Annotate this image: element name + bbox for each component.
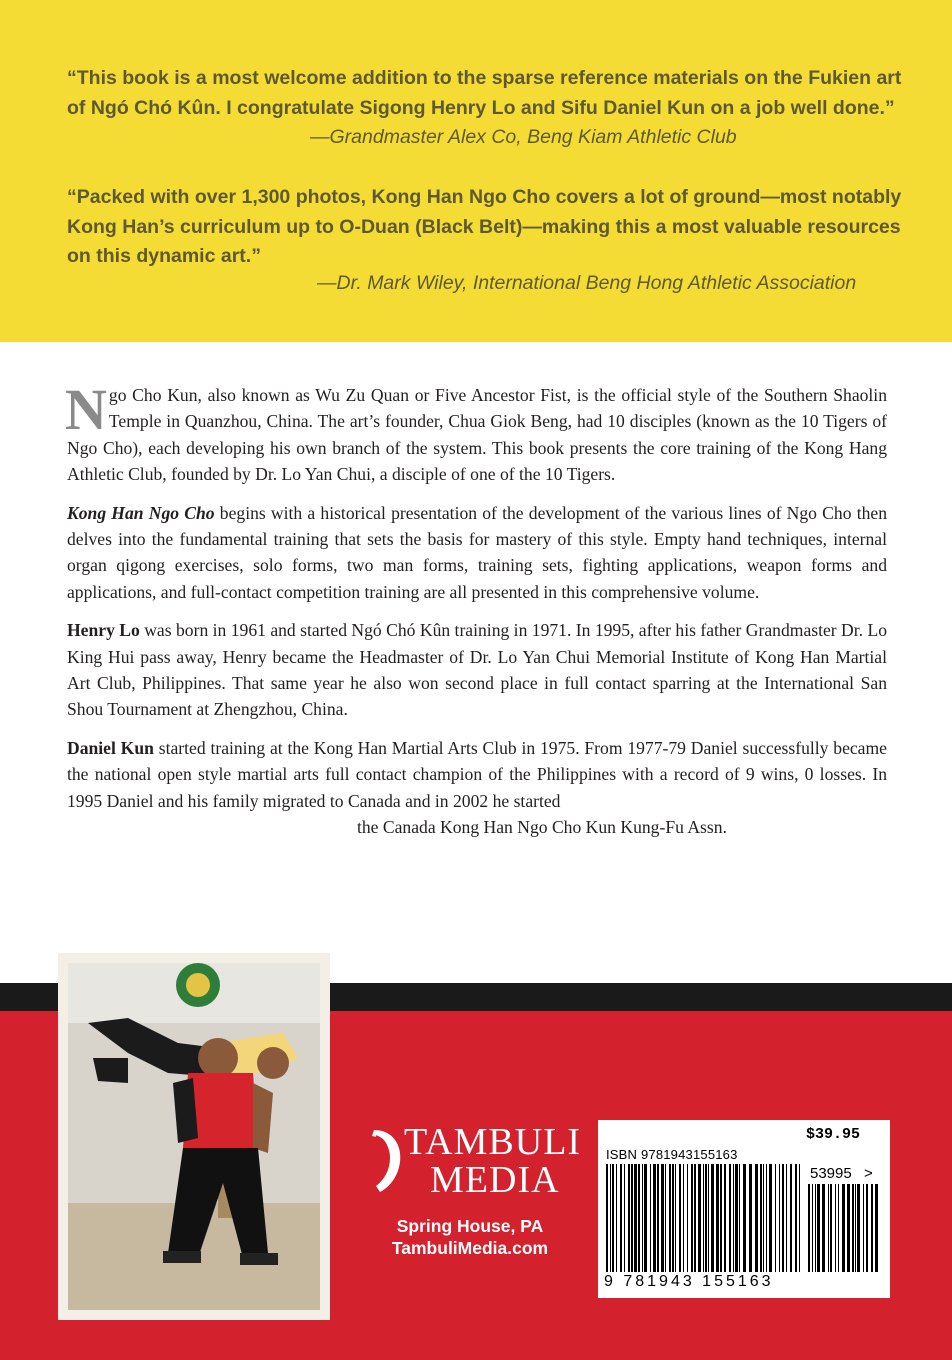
drop-cap: N	[65, 377, 107, 442]
barcode-bar	[638, 1164, 640, 1272]
barcode-bar	[855, 1184, 856, 1272]
barcode-bar	[822, 1184, 825, 1272]
publisher-name-line-2: MEDIA	[430, 1159, 560, 1201]
barcode-bar	[683, 1164, 684, 1272]
barcode-bar	[786, 1164, 787, 1272]
barcode-bar	[775, 1164, 776, 1272]
barcode-bar	[716, 1164, 719, 1272]
barcode-bar	[672, 1164, 674, 1272]
addon-barcode	[808, 1184, 878, 1274]
barcode-bar	[724, 1164, 726, 1272]
barcode-bar	[799, 1164, 800, 1272]
barcode-bar	[835, 1184, 836, 1272]
barcode-bar	[720, 1164, 722, 1272]
barcode-bar	[694, 1164, 696, 1272]
barcode-bar	[847, 1184, 850, 1272]
barcode-box	[598, 1120, 890, 1298]
barcode-bar	[705, 1164, 707, 1272]
barcode-bar	[610, 1164, 611, 1272]
barcode-bar	[687, 1164, 688, 1272]
barcode-bar	[739, 1164, 740, 1272]
praise-quote-2: “Packed with over 1,300 photos, Kong Han Ngo Cho covers a lot of ground—most notably Kong Han’s curriculum up to O-Duan (Black Belt)—making this a most valuable resources on this dynamic art.”	[67, 186, 902, 267]
barcode-bar	[657, 1164, 659, 1272]
barcode-bar	[863, 1184, 864, 1272]
ean-digits: 9 781943 155163	[604, 1273, 774, 1290]
barcode-bar	[735, 1164, 738, 1272]
barcode-bar	[779, 1164, 780, 1272]
barcode-bar	[815, 1184, 816, 1272]
barcode-bar	[755, 1164, 758, 1272]
paragraph-author-henry-lo	[67, 617, 887, 723]
barcode-bar	[675, 1164, 676, 1272]
barcode-bar	[790, 1164, 792, 1272]
publisher-website: TambuliMedia.com	[391, 1238, 549, 1258]
author-name-daniel-kun: Daniel Kun	[67, 737, 154, 758]
barcode-bar	[769, 1164, 772, 1272]
barcode-bar	[612, 1164, 614, 1272]
publisher-name-line-1: TAMBULI	[404, 1121, 582, 1163]
paragraph-book-overview-text: begins with a historical presentation of the development of the various lines of Ngo Cho then delves into the fundamental training that sets the basis for mastery of this style. Empty hand techniques, internal organ qigong exercises, solo forms, two man forms, training sets, fighting applications, weapon forms and applications, and full-contact competition training are all presented in this comprehensive volume.	[67, 502, 887, 602]
ean-barcode	[606, 1164, 802, 1274]
paragraph-book-overview	[67, 500, 887, 606]
barcode-bar	[852, 1184, 854, 1272]
barcode-bar	[708, 1164, 709, 1272]
barcode-bar	[743, 1164, 746, 1272]
book-description	[65, 377, 887, 853]
barcode-bar	[634, 1164, 637, 1272]
barcode-bar	[795, 1164, 797, 1272]
martial-arts-photo	[58, 953, 330, 1320]
barcode-bar	[653, 1164, 656, 1272]
barcode-bar	[866, 1184, 868, 1272]
praise-quote-1: “This book is a most welcome addition to the sparse reference materials on the Fukien art of Ngó Chó Kûn. I congratulate Sigong Henry Lo and Sifu Daniel Kun on a job well done.”	[67, 67, 902, 119]
photo-illustration	[68, 963, 320, 1310]
barcode-bar	[871, 1184, 873, 1272]
barcode-bar	[763, 1164, 764, 1272]
barcode-bar	[669, 1164, 671, 1272]
barcode-bar	[624, 1164, 625, 1272]
paragraph-author-daniel-kun	[67, 735, 887, 841]
barcode-bar	[875, 1184, 878, 1272]
barcode-bar	[828, 1184, 829, 1272]
barcode-bar	[631, 1164, 633, 1272]
barcode-bar	[812, 1184, 813, 1272]
barcode-bar	[691, 1164, 693, 1272]
isbn-label: ISBN 9781943155163	[606, 1147, 738, 1162]
paragraph-daniel-kun-last-line: the Canada Kong Han Ngo Cho Kun Kung-Fu Assn.	[357, 817, 727, 838]
barcode-bar	[661, 1164, 664, 1272]
barcode-bar	[628, 1164, 630, 1272]
barcode-bar	[606, 1164, 608, 1272]
author-name-henry-lo: Henry Lo	[67, 620, 140, 641]
barcode-bar	[733, 1164, 734, 1272]
barcode-bar	[650, 1164, 651, 1272]
book-title-inline: Kong Han Ngo Cho	[67, 502, 215, 523]
barcode-bar	[838, 1184, 839, 1272]
paragraph-intro-text: go Cho Kun, also known as Wu Zu Quan or Five Ancestor Fist, is the official style of the Southern Shaolin Temple in Quanzhou, China. The art’s founder, Chua Giok Beng, had 10 disciples (known as the 10 Tigers of Ngo Cho), each developing his own branch of the system. This book presents the core training of the Kong Hang Athletic Club, founded by Dr. Lo Yan Chui, a disciple of one of the 10 Tigers.	[67, 385, 887, 485]
addon-arrow: >	[864, 1165, 873, 1182]
publisher-location: Spring House, PA	[396, 1216, 544, 1236]
horn-icon	[366, 1126, 406, 1196]
barcode-bar	[642, 1164, 643, 1272]
praise-section	[0, 0, 952, 342]
book-price: $39.95	[805, 1126, 860, 1143]
barcode-bar	[698, 1164, 701, 1272]
barcode-bar	[782, 1164, 784, 1272]
barcode-bar	[679, 1164, 681, 1272]
barcode-bar	[703, 1164, 704, 1272]
barcode-bar	[817, 1184, 820, 1272]
praise-attribution-2: —Dr. Mark Wiley, International Beng Hong Athletic Association	[317, 272, 857, 294]
barcode-bar	[842, 1184, 845, 1272]
paragraph-intro	[65, 377, 887, 488]
barcode-bar	[665, 1164, 666, 1272]
barcode-bar	[760, 1164, 762, 1272]
barcode-bar	[616, 1164, 617, 1272]
praise-attribution-1: —Grandmaster Alex Co, Beng Kiam Athletic Club	[310, 126, 737, 148]
addon-price-code: 53995	[810, 1165, 852, 1182]
barcode-bar	[711, 1164, 714, 1272]
paragraph-daniel-kun-text: started training at the Kong Han Martial Arts Club in 1975. From 1977-79 Daniel successfully became the national open style martial arts full contact champion of the Philippines with a record of 9 wins, 0 losses. In 1995 Daniel and his family migrated to Canada and in 2002 he started	[67, 737, 887, 811]
barcode-bar	[766, 1164, 767, 1272]
barcode-bar	[644, 1164, 647, 1272]
barcode-bar	[729, 1164, 731, 1272]
publisher-logo	[366, 1120, 582, 1220]
barcode-bar	[830, 1184, 832, 1272]
barcode-bar	[620, 1164, 622, 1272]
barcode-bar	[808, 1184, 810, 1272]
paragraph-henry-lo-text: was born in 1961 and started Ngó Chó Kûn training in 1971. In 1995, after his father Grandmaster Dr. Lo King Hui pass away, Henry became the Headmaster of Dr. Lo Yan Chui Memorial Institute of Kong Han Martial Art Club, Philippines. That same year he also won second place in full contact sparring at the International San Shou Tournament at Zhengzhou, China.	[67, 620, 887, 720]
barcode-bar	[857, 1184, 860, 1272]
barcode-bar	[749, 1164, 752, 1272]
